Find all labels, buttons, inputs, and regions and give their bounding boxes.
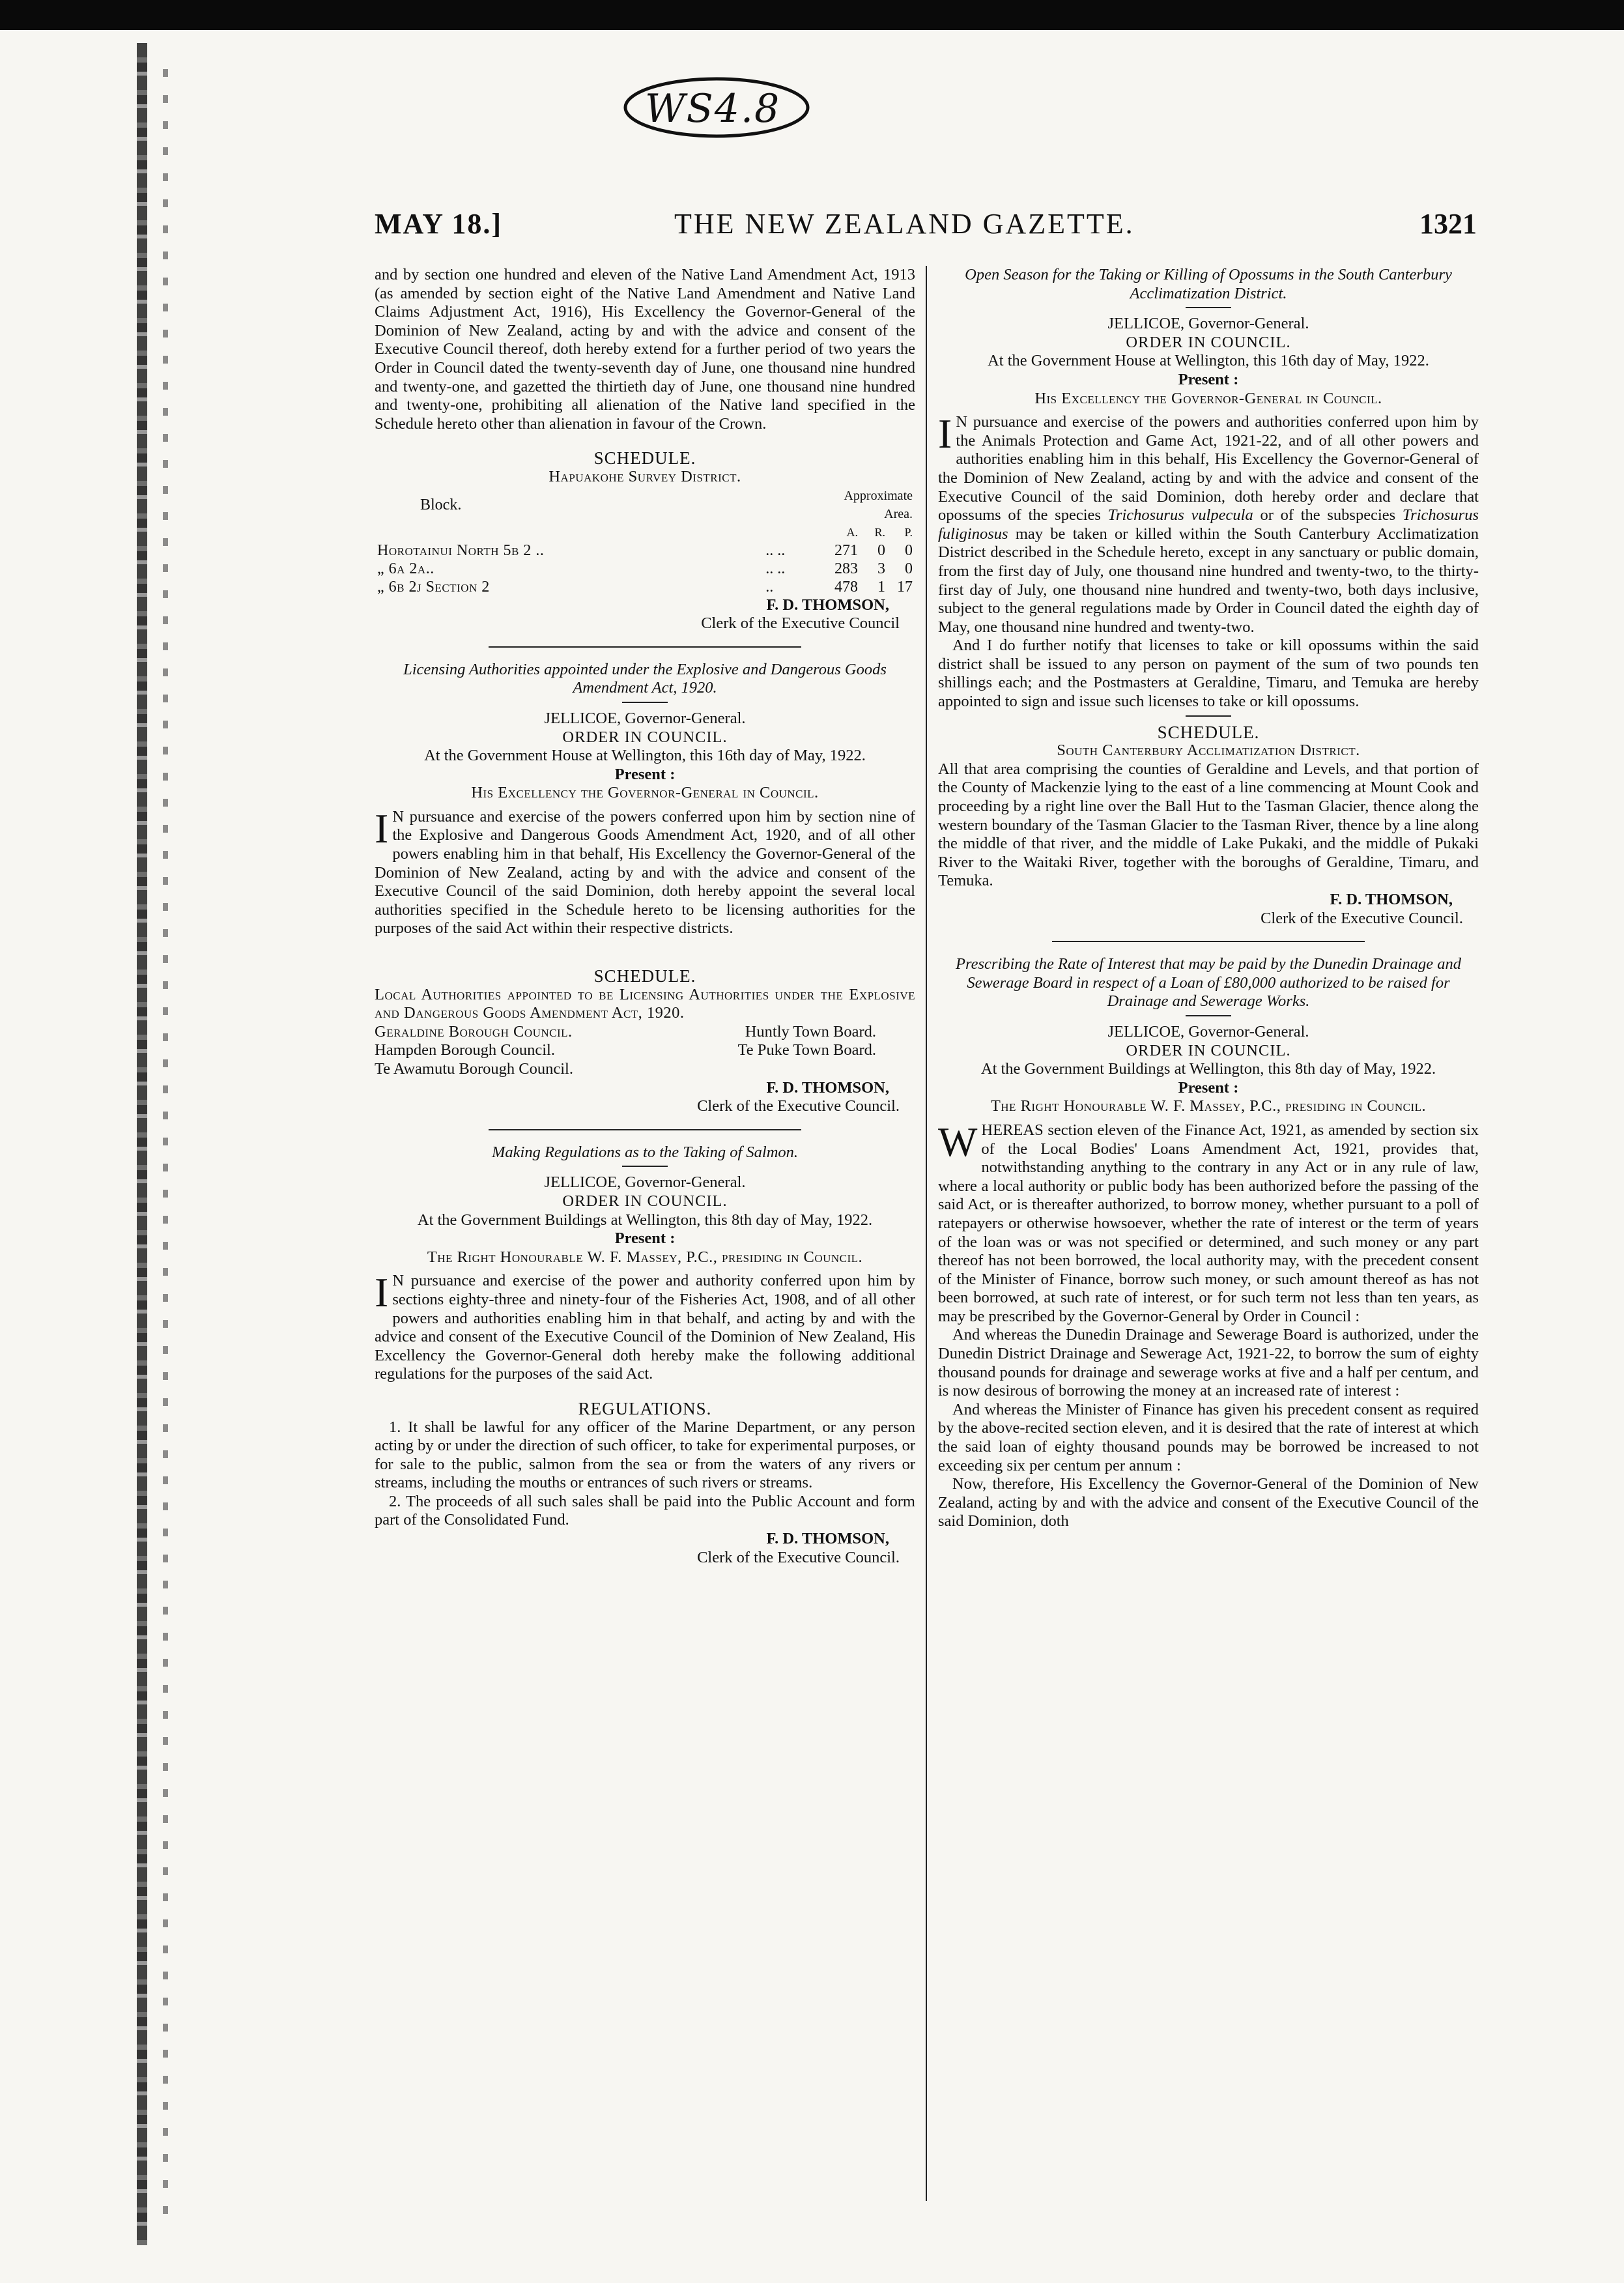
- signature-name: F. D. THOMSON,: [766, 1078, 889, 1097]
- schedule-description: All that area comprising the counties of Geraldine and Levels, and that portion of the County of Mackenzie lying to the east of a line commencing at Mount Cook and proceeding by a right line over the Ball Hut to the Tasman Glacier, thence along the western boundary of the Tasman Glacier to the Tasman River, thence by a line along the middle of that river, and the middle of Lake Pukaki, and the middle of Pukaki River to the Waitaki River, together with the boroughs of Geraldine, Timaru, and Temuka.: [938, 760, 1479, 890]
- area-acres: 283: [834, 560, 858, 577]
- governor-general-line: JELLICOE, Governor-General.: [544, 709, 746, 727]
- drop-cap: I: [375, 805, 389, 852]
- present-label: Present :: [1178, 1078, 1239, 1097]
- signature-name: F. D. THOMSON,: [1330, 891, 1453, 908]
- opossum-title: Open Season for the Taking or Killing of Opossums in the South Canterbury Acclimatization District.: [965, 266, 1452, 302]
- section-rule: [1052, 941, 1365, 942]
- order-in-council: ORDER IN COUNCIL.: [1126, 333, 1291, 351]
- col-header-block: Block.: [420, 496, 462, 513]
- council-place-date: At the Government House at Wellington, this 16th day of May, 1922.: [988, 352, 1429, 370]
- authority-row: [375, 1041, 915, 1060]
- presiding-line: His Excellency the Governor-General in Council.: [1034, 389, 1382, 407]
- signature-name: F. D. THOMSON,: [766, 1530, 889, 1548]
- unit-roods: R.: [874, 525, 885, 539]
- interest-paragraph: And whereas the Minister of Finance has given his precedent consent as required by the above-recited section eleven, and it is desired that the rate of interest at which the said loan of eighty thousand pounds may be borrowed be increased to not exceeding six per centum per annum :: [938, 1400, 1479, 1474]
- area-perches: 0: [905, 541, 913, 559]
- table-row: [375, 560, 915, 578]
- present-label: Present :: [614, 1229, 676, 1248]
- section-rule: [489, 1129, 801, 1130]
- unit-acres: A.: [846, 525, 858, 539]
- leader-dots: .. ..: [765, 541, 786, 559]
- present-label: Present :: [614, 765, 676, 783]
- signature-title: Clerk of the Executive Council.: [1261, 909, 1463, 927]
- species-name: Trichosurus vulpecula: [1107, 506, 1253, 524]
- council-place-date: At the Government House at Wellington, this 16th day of May, 1922.: [424, 747, 866, 765]
- leader-dots: ..: [765, 578, 774, 596]
- interest-paragraph: Now, therefore, His Excellency the Governor-General of the Dominion of New Zealand, acting by and with the advice and consent of the Executive Council of the said Dominion, doth: [938, 1475, 1479, 1530]
- salmon-order-text: I N pursuance and exercise of the power and authority conferred upon him by sections eighty-three and ninety-four of the Fisheries Act, 1908, and of all other powers and authorities enabling him in that behalf, and acting by and with the advice and consent of the Executive Council of the Dominion of New Zealand, His Excellency the Governor-General doth hereby make the following additional regulations for the purposes of the said Act.: [375, 1269, 915, 1383]
- block-name: Horotainui North 5b 2 ..: [377, 541, 545, 559]
- council-place-date: At the Government Buildings at Wellington, this 8th day of May, 1922.: [980, 1060, 1436, 1078]
- area-acres: 478: [834, 578, 858, 596]
- stamp-text: WS4.8: [645, 86, 781, 132]
- governor-general-line: JELLICOE, Governor-General.: [544, 1173, 746, 1192]
- short-rule: [622, 1166, 668, 1167]
- schedule-heading: SCHEDULE.: [593, 448, 696, 468]
- col-header-area: Approximate Area.: [844, 488, 913, 521]
- native-land-order-text: and by section one hundred and eleven of the Native Land Amendment Act, 1913 (as amended by section eight of the Native Land Amendment and Native Land Claims Adjustment Act, 1916), His Excellency the Governor-General of the Dominion of New Zealand, acting by and with the advice and consent of the Executive Council thereof, doth hereby extend for a further period of two years the Order in Council dated the twenty-seventh day of June, one thousand nine hundred and twenty-one, and gazetted the thirtieth day of June, one thousand nine hundred and twenty-one, prohibiting all alienation of the Native land specified in the Schedule hereto other than alienation in favour of the Crown.: [375, 266, 915, 433]
- interest-order-text: WHEREAS section eleven of the Finance Act, 1921, as amended by section six of the Local Bodies' Loans Amendment Act, 1921, provides that, notwithstanding anything to the contrary in any Act or in any rule of law, where a local authority or public body has been authorized before the passing of the said Act, or is thereafter authorized, to borrow money, whether pursuant to a poll of ratepayers or otherwise howsoever, whether the rate of interest or the term of years of the loan was or was not specified or determined, and such money or any part thereof has not been borrowed, the local authority may, with the precedent consent of the Minister of Finance, borrow such money, or such amount thereof as has not been borrowed, at such rate of interest, or for such term not less than ten years, as may be prescribed by the Governor-General by Order in Council :: [938, 1118, 1479, 1325]
- schedule-district: Hapuakohe Survey District.: [548, 467, 741, 485]
- order-in-council: ORDER IN COUNCIL.: [562, 1192, 728, 1210]
- governor-general-line: JELLICOE, Governor-General.: [1107, 1022, 1309, 1041]
- order-in-council: ORDER IN COUNCIL.: [1126, 1041, 1291, 1059]
- short-rule: [622, 702, 668, 703]
- binding-edge: [0, 30, 72, 2283]
- unit-perches: P.: [904, 525, 913, 539]
- binding-strip: [137, 43, 147, 2245]
- left-column: [375, 266, 915, 1567]
- schedule-heading: SCHEDULE.: [1157, 722, 1260, 742]
- section-rule: [489, 646, 801, 648]
- page-header: [375, 207, 1482, 246]
- authority-name: Hampden Borough Council.: [375, 1041, 555, 1059]
- species-name: Trichosurus fuliginosus: [938, 506, 1479, 543]
- salmon-title: Making Regulations as to the Taking of Salmon.: [491, 1143, 799, 1161]
- column-divider: [926, 266, 927, 2201]
- area-perches: 17: [897, 578, 913, 596]
- area-roods: 0: [877, 541, 885, 559]
- signature-name: F. D. THOMSON,: [766, 596, 889, 614]
- header-date: MAY 18.]: [375, 208, 503, 240]
- short-rule: [1186, 307, 1231, 308]
- drop-cap: I: [938, 410, 952, 457]
- regulation-1: 1. It shall be lawful for any officer of the Marine Department, or any person acting by or under the direction of such officer, to take for experimental purposes, or for sale to the public, salmon from the sea or from the waters of any rivers or streams, including the mouths or entrances of such rivers or streams.: [375, 1418, 915, 1492]
- authority-name: Te Awamutu Borough Council.: [375, 1060, 573, 1078]
- area-roods: 3: [877, 560, 885, 577]
- schedule-subheading: Local Authorities appointed to be Licensing Authorities under the Explosive and Dangerous Goods Amendment Act, 1920.: [375, 985, 915, 1022]
- present-label: Present :: [1178, 370, 1239, 388]
- signature-title: Clerk of the Executive Council: [701, 614, 900, 633]
- block-name: „ 6b 2j Section 2: [377, 578, 490, 596]
- authority-name: Te Puke Town Board.: [737, 1041, 876, 1059]
- block-name: „ 6a 2a..: [377, 560, 434, 577]
- council-place-date: At the Government Buildings at Wellington, this 8th day of May, 1922.: [417, 1211, 873, 1229]
- presiding-line: The Right Honourable W. F. Massey, P.C., presiding in Council.: [990, 1097, 1427, 1115]
- header-page-number: 1321: [1419, 208, 1477, 240]
- schedule-table: [375, 487, 915, 596]
- area-perches: 0: [905, 560, 913, 577]
- presiding-line: The Right Honourable W. F. Massey, P.C., presiding in Council.: [427, 1248, 863, 1266]
- opossum-order-text: I N pursuance and exercise of the powers and authorities conferred upon him by the Animals Protection and Game Act, 1921-22, and of all other powers and authorities enabling him in this behalf, His Excellency the Governor-General of the Dominion of New Zealand, acting by and with the advice and consent of the Executive Council of the said Dominion, doth hereby order and declare that opossums of the species Trichosurus vulpecula or of the subspecies Trichosurus fuliginosus may be taken or killed within the South Canterbury Acclimatization District described in the Schedule hereto, except in any sanctuary or public domain, from the first day of July, one thousand nine hundred and twenty-two, to the thirty-first day of July, one thousand nine hundred and twenty-two, both days inclusive, subject to the general regulations made by Order in Council dated the eighth day of May, one thousand nine hundred and twenty-two.: [938, 410, 1479, 636]
- header-title: THE NEW ZEALAND GAZETTE.: [674, 208, 1135, 240]
- interest-paragraph: And whereas the Dunedin Drainage and Sewerage Board is authorized, under the Dunedin District Drainage and Sewerage Act, 1921-22, to borrow the sum of eighty thousand pounds for drainage and sewerage works at five and a half per centum, and is now desirous of borrowing the money at an increased rate of interest :: [938, 1326, 1479, 1400]
- interest-title: Prescribing the Rate of Interest that may be paid by the Dunedin Drainage and Sewerage Board in respect of a Loan of £80,000 authorized to be raised for Drainage and Sewerage Works.: [956, 955, 1461, 1011]
- drop-cap: I: [375, 1269, 389, 1316]
- leader-dots: .. ..: [765, 560, 786, 577]
- area-roods: 1: [877, 578, 885, 596]
- signature-title: Clerk of the Executive Council.: [697, 1097, 900, 1115]
- licensing-title: Licensing Authorities appointed under the Explosive and Dangerous Goods Amendment Act, 1920.: [403, 660, 887, 697]
- governor-general-line: JELLICOE, Governor-General.: [1107, 315, 1309, 333]
- table-row: [375, 578, 915, 596]
- short-rule: [1186, 1015, 1231, 1016]
- licensing-order-text: I N pursuance and exercise of the powers conferred upon him by section nine of the Explosive and Dangerous Goods Amendment Act, 1920, and of all other powers enabling him in that behalf, His Excellency the Governor-General of the Dominion of New Zealand, acting by and with the advice and consent of the Executive Council of the said Dominion, doth hereby appoint the several local authorities specified in the Schedule hereto to be licensing authorities for the purposes of the said Act within their respective districts.: [375, 805, 915, 938]
- drop-cap: W: [938, 1118, 978, 1165]
- regulation-2: 2. The proceeds of all such sales shall be paid into the Public Account and form part of the Consolidated Fund.: [375, 1492, 915, 1529]
- authority-name: Huntly Town Board.: [745, 1022, 876, 1041]
- licenses-notice: And I do further notify that licenses to take or kill opossums within the said district shall be issued to any person on payment of the sum of two pounds ten shillings each; and the Postmasters at Geraldine, Timaru, and Temuka are hereby appointed to sign and issue such licenses to take or kill opossums.: [938, 637, 1479, 711]
- order-in-council: ORDER IN COUNCIL.: [562, 728, 728, 746]
- schedule-subheading: South Canterbury Acclimatization District.: [1057, 741, 1360, 760]
- regulations-heading: REGULATIONS.: [578, 1398, 712, 1418]
- schedule-heading: SCHEDULE.: [593, 966, 696, 986]
- authority-name: Geraldine Borough Council.: [375, 1022, 573, 1041]
- area-acres: 271: [834, 541, 858, 559]
- right-column: [938, 266, 1479, 1531]
- presiding-line: His Excellency the Governor-General in Council.: [471, 784, 819, 802]
- authority-row: [375, 1023, 915, 1042]
- archive-stamp: [619, 72, 814, 143]
- short-rule: [1186, 715, 1231, 717]
- top-border-bar: [0, 0, 1624, 30]
- signature-title: Clerk of the Executive Council.: [697, 1548, 900, 1566]
- table-row: [375, 541, 915, 560]
- binding-strip-secondary: [163, 69, 168, 2219]
